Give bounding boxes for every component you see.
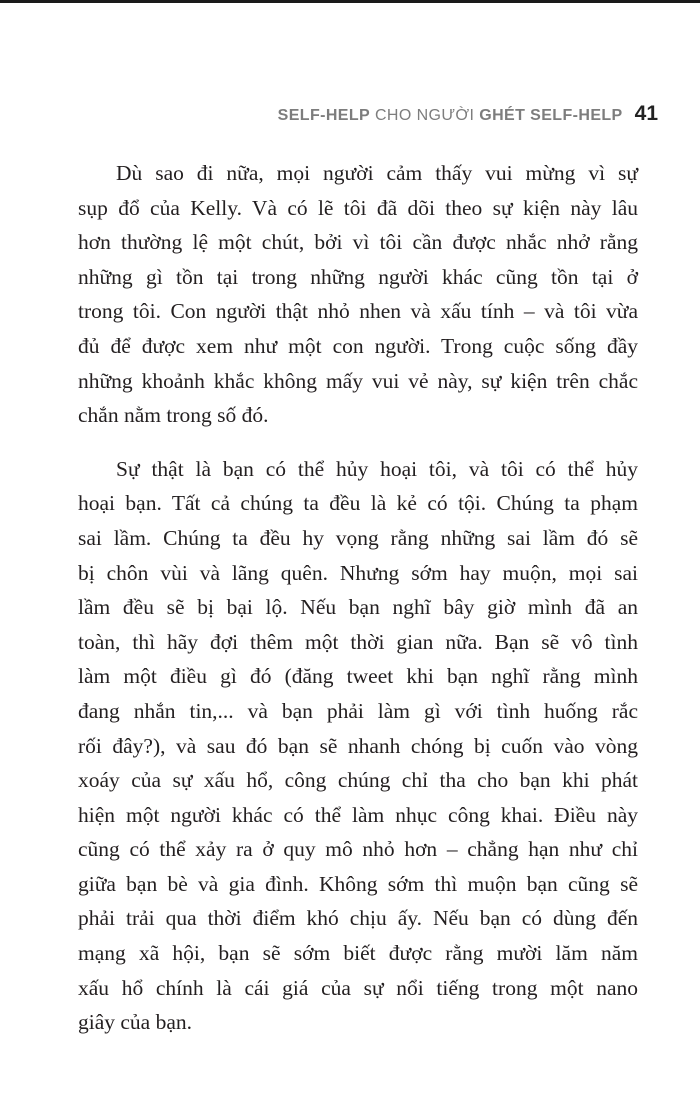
text-line: đủ để được xem như một con người. Trong cuộc sống đầy xyxy=(78,333,638,358)
text-line: mạng xã hội, bạn sẽ sớm biết được rằng mười lăm năm xyxy=(78,941,638,966)
running-header xyxy=(278,102,658,130)
text-line: xấu hổ chính là cái giá của sự nổi tiếng trong một nano xyxy=(78,975,638,1000)
body-text xyxy=(78,156,638,1059)
book-title-part-3: GHÉT SELF-HELP xyxy=(479,107,623,124)
top-border-rule xyxy=(0,0,700,3)
text-line: làm một điều gì đó (đăng tweet khi bạn nghĩ rằng mình xyxy=(78,664,638,689)
text-line: lầm đều sẽ bị bại lộ. Nếu bạn nghĩ bây giờ mình đã an xyxy=(78,595,638,620)
text-line: cũng có thể xảy ra ở quy mô nhỏ hơn – chẳng hạn như chỉ xyxy=(78,837,638,862)
paragraph xyxy=(78,156,638,433)
text-line: giây của bạn. xyxy=(78,1010,193,1035)
text-line: Sự thật là bạn có thể hủy hoại tôi, và tôi có thể hủy xyxy=(116,456,638,481)
text-line: những khoảnh khắc không mấy vui vẻ này, sự kiện trên chắc xyxy=(78,368,638,393)
text-line: Dù sao đi nữa, mọi người cảm thấy vui mừng vì sự xyxy=(116,161,638,185)
text-line: giữa bạn bè và gia đình. Không sớm thì muộn bạn cũng sẽ xyxy=(78,871,638,896)
book-title-part-1: SELF-HELP xyxy=(277,107,371,124)
book-title-part-2: CHO NGƯỜI xyxy=(370,107,480,124)
text-line: sụp đổ của Kelly. Và có lẽ tôi đã dõi theo sự kiện này lâu xyxy=(78,195,638,220)
text-line: bị chôn vùi và lãng quên. Nhưng sớm hay muộn, mọi sai xyxy=(78,560,638,585)
text-line: sai lầm. Chúng ta đều hy vọng rằng những sai lầm đó sẽ xyxy=(78,525,638,550)
text-line: hơn thường lệ một chút, bởi vì tôi cần được nhắc nhở rằng xyxy=(78,230,638,255)
text-line: những gì tồn tại trong những người khác cũng tồn tại ở xyxy=(78,264,638,289)
text-line: trong tôi. Con người thật nhỏ nhen và xấu tính – và tôi vừa xyxy=(78,299,638,324)
text-line: chắn nằm trong số đó. xyxy=(78,403,269,428)
text-line: hoại bạn. Tất cả chúng ta đều là kẻ có tội. Chúng ta phạm xyxy=(78,491,638,516)
text-line: đang nhắn tin,... và bạn phải làm gì với tình huống rắc xyxy=(78,698,638,723)
book-title xyxy=(278,107,623,125)
text-line: hiện một người khác có thể làm nhục công khai. Điều này xyxy=(78,802,638,827)
text-line: phải trải qua thời điểm khó chịu ấy. Nếu bạn có dùng đến xyxy=(78,906,638,931)
paragraph xyxy=(78,452,638,1040)
text-line: xoáy của sự xấu hổ, công chúng chỉ tha cho bạn khi phát xyxy=(78,768,638,793)
page-number: 41 xyxy=(634,102,658,125)
text-line: toàn, thì hãy đợi thêm một thời gian nữa. Bạn sẽ vô tình xyxy=(78,629,638,654)
text-line: rối đây?), và sau đó bạn sẽ nhanh chóng bị cuốn vào vòng xyxy=(78,733,638,758)
